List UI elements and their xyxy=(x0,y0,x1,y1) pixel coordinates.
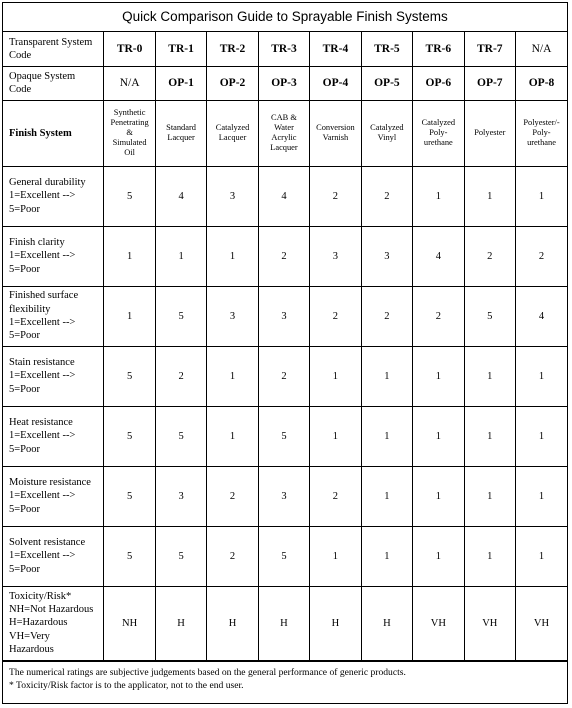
code-cell: N/A xyxy=(104,66,155,100)
label-line: 1=Excellent --> xyxy=(9,250,76,262)
code-cell: OP-6 xyxy=(413,66,464,100)
criterion-label xyxy=(3,406,104,466)
criterion-row-finish-clarity xyxy=(3,226,567,286)
rating-cell: 1 xyxy=(516,526,567,586)
system-line: urethane xyxy=(527,138,556,147)
rating-cell: 1 xyxy=(104,226,155,286)
opaque-code-label xyxy=(3,66,104,100)
system-line: CAB & xyxy=(271,113,297,122)
finish-system-cell xyxy=(361,100,412,166)
rating-cell: 1 xyxy=(207,406,258,466)
finish-system-cell xyxy=(310,100,361,166)
label-line: 1=Excellent --> xyxy=(9,317,76,328)
criterion-label xyxy=(3,226,104,286)
system-line: Polyester xyxy=(474,128,506,137)
label-line: Stain resistance xyxy=(9,357,75,369)
rating-cell: 1 xyxy=(310,346,361,406)
ratings-note: The numerical ratings are subjective judgements based on the general performance of generic products. xyxy=(9,666,406,678)
rating-cell: 4 xyxy=(516,286,567,346)
finish-system-cell xyxy=(464,100,515,166)
criterion-label xyxy=(3,166,104,226)
rating-cell: 2 xyxy=(310,166,361,226)
rating-cell: 1 xyxy=(207,226,258,286)
rating-cell: H xyxy=(310,586,361,660)
finish-system-cell xyxy=(155,100,206,166)
rating-cell: 2 xyxy=(155,346,206,406)
rating-cell: 2 xyxy=(516,226,567,286)
system-line: Poly- xyxy=(532,128,551,137)
label-line: 5=Poor xyxy=(9,263,41,275)
system-line: Penetrating xyxy=(110,118,149,127)
transparent-code-label xyxy=(3,32,104,66)
rating-cell: H xyxy=(361,586,412,660)
code-cell: TR-2 xyxy=(207,32,258,66)
comparison-guide xyxy=(2,2,568,704)
rating-cell: 2 xyxy=(207,466,258,526)
finish-system-cell xyxy=(516,100,567,166)
rating-cell: 1 xyxy=(413,466,464,526)
label-line: 5=Poor xyxy=(9,330,41,342)
criterion-label xyxy=(3,286,104,346)
rating-cell: 1 xyxy=(207,346,258,406)
label-line: Finish clarity xyxy=(9,237,65,249)
finish-system-row xyxy=(3,100,567,166)
code-cell: OP-2 xyxy=(207,66,258,100)
rating-cell: 2 xyxy=(207,526,258,586)
system-line: Standard xyxy=(166,123,196,132)
rating-cell: 2 xyxy=(258,226,309,286)
code-cell: TR-3 xyxy=(258,32,309,66)
rating-cell: 3 xyxy=(207,166,258,226)
rating-cell: 1 xyxy=(413,526,464,586)
rating-cell: 3 xyxy=(361,226,412,286)
label-line: 5=Poor xyxy=(9,383,41,395)
rating-cell: 2 xyxy=(258,346,309,406)
system-line: Catalyzed xyxy=(215,123,250,132)
label-line: Transparent System xyxy=(9,36,93,48)
label-line: VH=Very xyxy=(9,630,50,642)
criterion-label xyxy=(3,346,104,406)
rating-cell: 5 xyxy=(258,526,309,586)
toxicity-footnote: * Toxicity/Risk factor is to the applicator, not to the end user. xyxy=(9,679,244,691)
rating-cell: 2 xyxy=(310,286,361,346)
rating-cell: H xyxy=(155,586,206,660)
rating-cell: 3 xyxy=(310,226,361,286)
transparent-code-row xyxy=(3,32,567,66)
code-cell: TR-0 xyxy=(104,32,155,66)
system-line: Simulated xyxy=(112,138,147,147)
rating-cell: 5 xyxy=(258,406,309,466)
system-line: Lacquer xyxy=(270,143,298,152)
table-footer xyxy=(3,661,567,692)
rating-cell: 5 xyxy=(155,286,206,346)
system-line: Varnish xyxy=(322,133,349,142)
rating-cell: 2 xyxy=(361,286,412,346)
criterion-row-surface-flexibility xyxy=(3,286,567,346)
system-line: Synthetic xyxy=(113,108,146,117)
criterion-row-toxicity-risk xyxy=(3,586,567,660)
rating-cell: 1 xyxy=(310,406,361,466)
label-line: H=Hazardous xyxy=(9,617,68,629)
label-line: NH=Not Hazardous xyxy=(9,604,94,616)
label-line: 1=Excellent --> xyxy=(9,370,76,382)
rating-cell: NH xyxy=(104,586,155,660)
criterion-row-solvent-resistance xyxy=(3,526,567,586)
system-line: Conversion xyxy=(316,123,355,132)
label-line: flexibility xyxy=(9,303,51,315)
rating-cell: 1 xyxy=(516,466,567,526)
system-line: & xyxy=(126,128,133,137)
rating-cell: 5 xyxy=(155,526,206,586)
criterion-row-moisture-resistance xyxy=(3,466,567,526)
code-cell: OP-7 xyxy=(464,66,515,100)
criterion-row-heat-resistance xyxy=(3,406,567,466)
label-line: Hazardous xyxy=(9,643,54,655)
rating-cell: 1 xyxy=(361,466,412,526)
code-cell: TR-5 xyxy=(361,32,412,66)
criterion-label xyxy=(3,466,104,526)
rating-cell: 4 xyxy=(155,166,206,226)
finish-system-cell xyxy=(258,100,309,166)
rating-cell: 5 xyxy=(104,406,155,466)
label-line: Code xyxy=(9,49,32,61)
rating-cell: 1 xyxy=(155,226,206,286)
rating-cell: 5 xyxy=(104,526,155,586)
code-cell: OP-1 xyxy=(155,66,206,100)
code-cell: OP-4 xyxy=(310,66,361,100)
code-cell: OP-8 xyxy=(516,66,567,100)
system-line: urethane xyxy=(423,138,453,147)
system-line: Catalyzed xyxy=(421,118,456,127)
code-cell: N/A xyxy=(516,32,567,66)
label-line: 5=Poor xyxy=(9,443,41,455)
rating-cell: VH xyxy=(516,586,567,660)
comparison-table xyxy=(3,32,567,661)
system-line: Vinyl xyxy=(377,133,397,142)
label-line: Toxicity/Risk* xyxy=(9,590,72,602)
label-line: General durability xyxy=(9,177,86,189)
rating-cell: 1 xyxy=(413,166,464,226)
rating-cell: 1 xyxy=(464,166,515,226)
finish-system-cell xyxy=(413,100,464,166)
rating-cell: 1 xyxy=(516,166,567,226)
label-line: 5=Poor xyxy=(9,503,41,515)
label-line: 1=Excellent --> xyxy=(9,190,76,202)
rating-cell: VH xyxy=(464,586,515,660)
system-line: Catalyzed xyxy=(370,123,404,132)
rating-cell: 1 xyxy=(413,346,464,406)
finish-system-label: Finish System xyxy=(3,100,104,166)
rating-cell: 1 xyxy=(464,526,515,586)
rating-cell: 1 xyxy=(464,346,515,406)
rating-cell: 5 xyxy=(464,286,515,346)
system-line: Water xyxy=(274,123,294,132)
rating-cell: 1 xyxy=(464,406,515,466)
criterion-row-general-durability xyxy=(3,166,567,226)
label-line: Opaque System xyxy=(9,71,76,82)
rating-cell: 1 xyxy=(310,526,361,586)
code-cell: TR-7 xyxy=(464,32,515,66)
label-line: 5=Poor xyxy=(9,203,41,215)
system-line: Polyester/- xyxy=(523,118,560,127)
label-line: Solvent resistance xyxy=(9,537,86,549)
label-line: 1=Excellent --> xyxy=(9,430,76,442)
system-line: Lacquer xyxy=(218,133,247,142)
rating-cell: H xyxy=(207,586,258,660)
opaque-code-row xyxy=(3,66,567,100)
rating-cell: 2 xyxy=(310,466,361,526)
rating-cell: 2 xyxy=(464,226,515,286)
finish-system-cell xyxy=(207,100,258,166)
rating-cell: 5 xyxy=(104,166,155,226)
rating-cell: 4 xyxy=(258,166,309,226)
code-cell: OP-5 xyxy=(361,66,412,100)
rating-cell: 3 xyxy=(207,286,258,346)
rating-cell: 3 xyxy=(155,466,206,526)
rating-cell: 5 xyxy=(104,346,155,406)
label-line: Moisture resistance xyxy=(9,477,91,489)
label-line: 1=Excellent --> xyxy=(9,490,76,502)
rating-cell: H xyxy=(258,586,309,660)
system-line: Oil xyxy=(124,148,135,157)
rating-cell: 3 xyxy=(258,286,309,346)
criterion-row-stain-resistance xyxy=(3,346,567,406)
criterion-label xyxy=(3,586,104,660)
rating-cell: 2 xyxy=(413,286,464,346)
rating-cell: 5 xyxy=(104,466,155,526)
label-line: 1=Excellent --> xyxy=(9,550,76,562)
rating-cell: 1 xyxy=(413,406,464,466)
rating-cell: 1 xyxy=(361,526,412,586)
system-line: Acrylic xyxy=(271,133,297,142)
rating-cell: 1 xyxy=(464,466,515,526)
label-line: Heat resistance xyxy=(9,417,73,429)
rating-cell: 1 xyxy=(516,406,567,466)
system-line: Poly- xyxy=(429,128,448,137)
rating-cell: VH xyxy=(413,586,464,660)
criterion-label xyxy=(3,526,104,586)
rating-cell: 2 xyxy=(361,166,412,226)
finish-system-cell xyxy=(104,100,155,166)
rating-cell: 1 xyxy=(361,346,412,406)
system-line: Lacquer xyxy=(167,133,195,142)
code-cell: OP-3 xyxy=(258,66,309,100)
rating-cell: 3 xyxy=(258,466,309,526)
label-line: 5=Poor xyxy=(9,563,41,575)
guide-title: Quick Comparison Guide to Sprayable Finish Systems xyxy=(3,3,567,32)
code-cell: TR-4 xyxy=(310,32,361,66)
rating-cell: 4 xyxy=(413,226,464,286)
label-line: Finished surface xyxy=(9,290,79,302)
rating-cell: 1 xyxy=(361,406,412,466)
code-cell: TR-1 xyxy=(155,32,206,66)
label-line: Code xyxy=(9,84,32,95)
code-cell: TR-6 xyxy=(413,32,464,66)
rating-cell: 1 xyxy=(516,346,567,406)
rating-cell: 1 xyxy=(104,286,155,346)
rating-cell: 5 xyxy=(155,406,206,466)
